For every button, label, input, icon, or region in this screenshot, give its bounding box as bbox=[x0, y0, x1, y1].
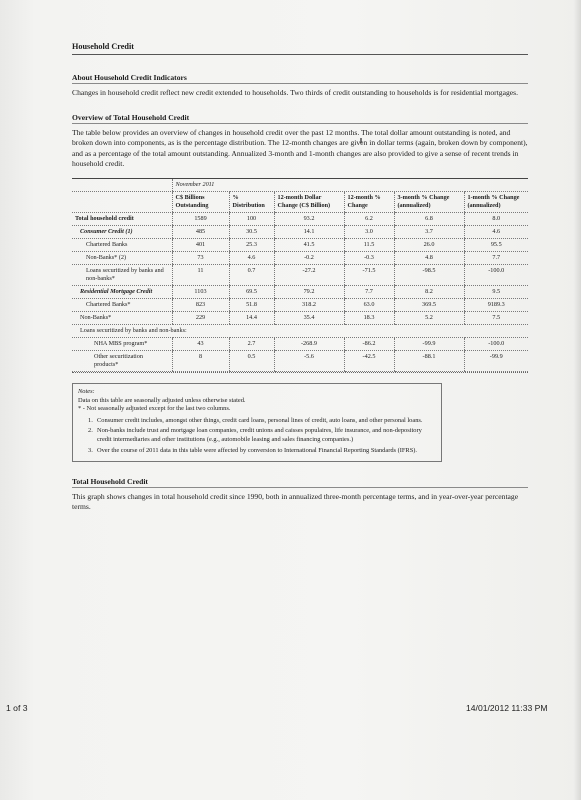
cell-value: 63.0 bbox=[344, 299, 394, 312]
cell-value: 79.2 bbox=[274, 286, 344, 299]
cell-value: 43 bbox=[172, 338, 229, 351]
cell-value: 4.6 bbox=[464, 226, 528, 239]
cell-value: 9189.3 bbox=[464, 299, 528, 312]
cell-value: 369.5 bbox=[394, 299, 464, 312]
cell-value: 41.5 bbox=[274, 239, 344, 252]
page-title: Household Credit bbox=[72, 42, 134, 51]
cell-value: 2.7 bbox=[229, 338, 274, 351]
table-corner bbox=[72, 179, 172, 192]
table-row bbox=[72, 265, 528, 286]
cell-value: 8.0 bbox=[464, 213, 528, 226]
cell-value: 26.0 bbox=[394, 239, 464, 252]
column-header: 1-month % Change (annualized) bbox=[464, 192, 528, 213]
overview-text: The table below provides an overview of changes in household credit over the past 12 months. The total dollar amount outstanding is noted, and broken down into components, as is the percentage distribution. The 12-month changes are given in dollar terms (again, broken down by component), and as a percentage of the total amount outstanding. Annualized 3-month and 1-month changes are also provided to give a sense of recent trends in household credit. bbox=[72, 128, 528, 168]
row-label: Non-Banks* bbox=[72, 312, 172, 325]
notes-line: * - Not seasonally adjusted except for the last two columns. bbox=[78, 405, 231, 413]
cell-value: 823 bbox=[172, 299, 229, 312]
cell-value: -5.6 bbox=[274, 351, 344, 372]
table-row bbox=[72, 351, 528, 372]
page-content bbox=[72, 40, 528, 513]
table-row bbox=[72, 213, 528, 226]
column-header: 3-month % Change (annualized) bbox=[394, 192, 464, 213]
cell-value: 485 bbox=[172, 226, 229, 239]
note-item: 3. Over the course of 2011 data in this table were affected by conversion to International Financial Reporting Standards (IFRS). bbox=[88, 446, 417, 454]
cell-value: 0.5 bbox=[229, 351, 274, 372]
row-label: Total household credit bbox=[72, 213, 172, 226]
cell-value: 1589 bbox=[172, 213, 229, 226]
cell-value: 1103 bbox=[172, 286, 229, 299]
table-header-row bbox=[72, 192, 528, 213]
cell-value: 18.3 bbox=[344, 312, 394, 325]
header-blank bbox=[72, 192, 172, 213]
cell-value: 7.7 bbox=[344, 286, 394, 299]
row-label: Chartered Banks bbox=[72, 239, 172, 252]
note-text: Over the course of 2011 data in this table were affected by conversion to International Financial Reporting Standards (IFRS). bbox=[97, 446, 417, 454]
column-header: 12-month % Change bbox=[344, 192, 394, 213]
notes-title: Notes: bbox=[78, 388, 95, 396]
table-row bbox=[72, 312, 528, 325]
page-number: 1 of 3 bbox=[6, 703, 28, 713]
about-text: Changes in household credit reflect new credit extended to households. Two thirds of credit outstanding to households is for residential mortgages. bbox=[72, 88, 518, 97]
table-row bbox=[72, 239, 528, 252]
table-row bbox=[72, 226, 528, 239]
cell-value: 93.2 bbox=[274, 213, 344, 226]
cell-value: 30.5 bbox=[229, 226, 274, 239]
cell-value: 401 bbox=[172, 239, 229, 252]
total-text: This graph shows changes in total household credit since 1990, both in annualized three-month percentage terms, and in year-over-year percentage terms. bbox=[72, 492, 519, 512]
cell-value: 318.2 bbox=[274, 299, 344, 312]
cell-value: 7.7 bbox=[464, 252, 528, 265]
cell-value: 11 bbox=[172, 265, 229, 286]
table-row bbox=[72, 286, 528, 299]
cell-value: 3.7 bbox=[394, 226, 464, 239]
row-label: Other securitization products* bbox=[72, 351, 172, 372]
cell-value: -42.5 bbox=[344, 351, 394, 372]
table-period: November 2011 bbox=[172, 179, 528, 192]
note-item: 1. Consumer credit includes, amongst other things, credit card loans, personal lines of credit, auto loans, and other personal loans. bbox=[88, 416, 423, 424]
note-text: Consumer credit includes, amongst other things, credit card loans, personal lines of credit, auto loans, and other personal loans. bbox=[97, 416, 423, 424]
total-heading: Total Household Credit bbox=[72, 477, 148, 487]
cell-value: 3.0 bbox=[344, 226, 394, 239]
note-text: Non-banks include trust and mortgage loan companies, credit unions and caisses populaires, life insurance, and non-depository credit intermediaries and other institutions (e.g., automobile leasing and sales financing companies.) bbox=[97, 427, 422, 443]
cell-value: -99.9 bbox=[464, 351, 528, 372]
cell-value: 51.8 bbox=[229, 299, 274, 312]
print-timestamp: 14/01/2012 11:33 PM bbox=[466, 703, 548, 713]
cell-value: 9.5 bbox=[464, 286, 528, 299]
cell-value: -27.2 bbox=[274, 265, 344, 286]
scan-edge bbox=[573, 0, 581, 800]
cell-value: -88.1 bbox=[394, 351, 464, 372]
row-label: Loans securitized by banks and non-banks: bbox=[72, 325, 528, 338]
cell-value: 14.1 bbox=[274, 226, 344, 239]
table-row bbox=[72, 325, 528, 338]
row-label: Chartered Banks* bbox=[72, 299, 172, 312]
column-header: C$ Billions Outstanding bbox=[172, 192, 229, 213]
notes-list bbox=[88, 417, 436, 455]
cell-value: -99.9 bbox=[394, 338, 464, 351]
row-label: Consumer Credit (1) bbox=[72, 226, 172, 239]
title-rule bbox=[72, 54, 528, 55]
note-item: 2. Non-banks include trust and mortgage loan companies, credit unions and caisses populaires, life insurance, and non-depository credit intermediaries and other institutions (e.g., automobile leasing and sales financing companies.) bbox=[88, 427, 436, 444]
notes-line: Data on this table are seasonally adjusted unless otherwise stated. bbox=[78, 396, 246, 404]
overview-rule bbox=[72, 123, 528, 124]
cell-value: 11.5 bbox=[344, 239, 394, 252]
cell-value: 0.7 bbox=[229, 265, 274, 286]
cell-value: 35.4 bbox=[274, 312, 344, 325]
cell-value: -100.0 bbox=[464, 338, 528, 351]
cell-value: 6.8 bbox=[394, 213, 464, 226]
column-header: % Distribution bbox=[229, 192, 274, 213]
cell-value: 73 bbox=[172, 252, 229, 265]
cell-value: 6.2 bbox=[344, 213, 394, 226]
cell-value: 229 bbox=[172, 312, 229, 325]
table-row bbox=[72, 338, 528, 351]
table-row bbox=[72, 299, 528, 312]
about-heading: About Household Credit Indicators bbox=[72, 73, 187, 82]
cell-value: 7.5 bbox=[464, 312, 528, 325]
cell-value: 4.8 bbox=[394, 252, 464, 265]
cell-value: 8.2 bbox=[394, 286, 464, 299]
total-rule bbox=[72, 487, 528, 488]
credit-table bbox=[72, 178, 528, 373]
notes-box bbox=[72, 383, 442, 462]
cell-value: 95.5 bbox=[464, 239, 528, 252]
cell-value: -86.2 bbox=[344, 338, 394, 351]
cell-value: 100 bbox=[229, 213, 274, 226]
cell-value: 69.5 bbox=[229, 286, 274, 299]
about-rule bbox=[72, 83, 528, 84]
column-header: 12-month Dollar Change (C$ Billion) bbox=[274, 192, 344, 213]
row-label: Non-Banks* (2) bbox=[72, 252, 172, 265]
cell-value: -71.5 bbox=[344, 265, 394, 286]
cell-value: 8 bbox=[172, 351, 229, 372]
cell-value: 25.3 bbox=[229, 239, 274, 252]
table-period-row bbox=[72, 179, 528, 192]
table-row bbox=[72, 252, 528, 265]
cell-value: -100.0 bbox=[464, 265, 528, 286]
row-label: NHA MBS program* bbox=[72, 338, 172, 351]
cell-value: -0.3 bbox=[344, 252, 394, 265]
cell-value: 4.6 bbox=[229, 252, 274, 265]
row-label: Residential Mortgage Credit bbox=[72, 286, 172, 299]
row-label: Loans securitized by banks and non-banks* bbox=[72, 265, 172, 286]
cell-value: -0.2 bbox=[274, 252, 344, 265]
cell-value: 14.4 bbox=[229, 312, 274, 325]
cell-value: -268.9 bbox=[274, 338, 344, 351]
overview-heading: Overview of Total Household Credit bbox=[72, 113, 190, 123]
cell-value: 5.2 bbox=[394, 312, 464, 325]
cell-value: -98.5 bbox=[394, 265, 464, 286]
